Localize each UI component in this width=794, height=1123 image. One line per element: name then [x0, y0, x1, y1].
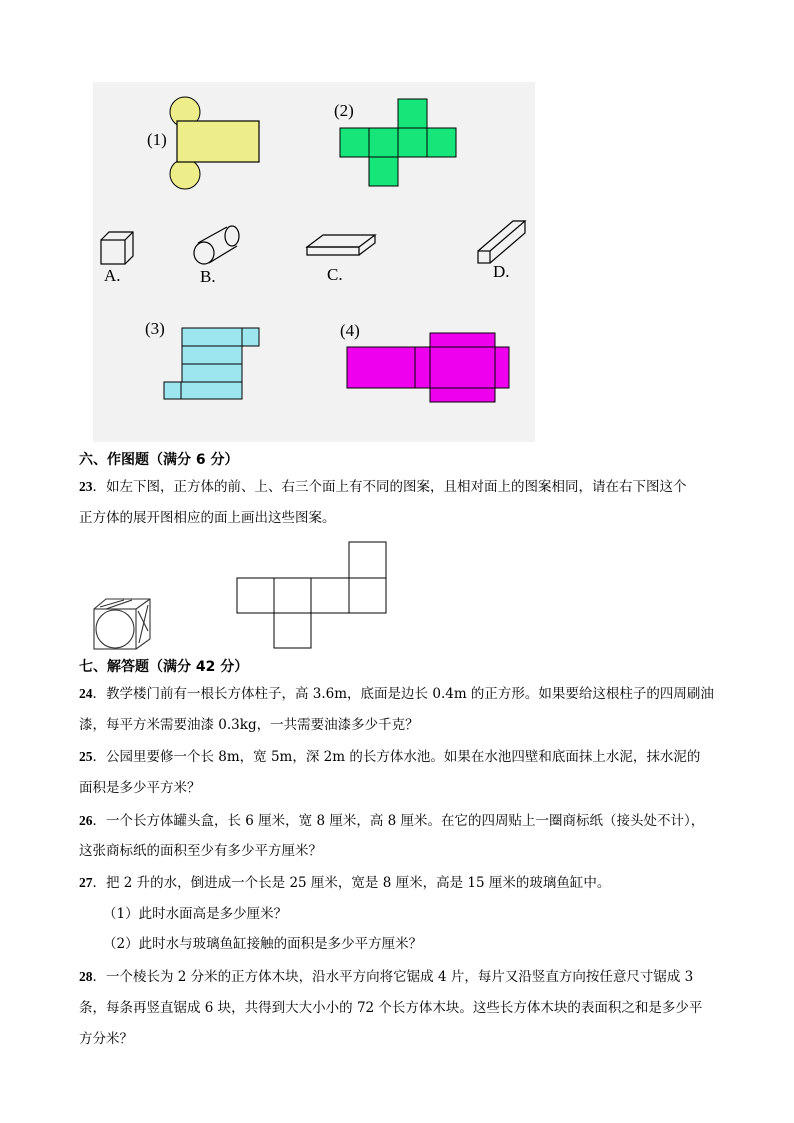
question-text: ．一个长方体罐头盒，长 6 厘米，宽 8 厘米，高 8 厘米。在它的四周贴上一圈商标纸（接头处不计）， — [92, 813, 705, 829]
question-26-line2: 这张商标纸的面积至少有多少平方厘米？ — [79, 843, 322, 859]
solid-label-a: A. — [104, 266, 121, 285]
question-number: 26 — [79, 813, 93, 828]
question-text: ．如左下图，正方体的前、上、右三个面上有不同的图案，且相对面上的图案相同，请在右下图这个 — [92, 479, 687, 495]
solid-label-b: B. — [200, 267, 216, 286]
question-28-line1 — [79, 962, 739, 992]
question-25-line1 — [79, 742, 739, 772]
question-27-sub1: （1）此时水面高是多少厘米？ — [103, 906, 288, 922]
question-25-line2: 面积是多少平方米？ — [79, 780, 201, 796]
cuboid-net-figure-magenta — [346, 332, 512, 404]
solid-label-d: D. — [493, 262, 510, 281]
question-text: ．公园里要修一个长 8m，宽 5m，深 2m 的长方体水池。如果在水池四壁和底面抹上水泥，抹水泥的 — [92, 749, 701, 765]
question-number: 28 — [79, 969, 93, 984]
question-23-line1 — [79, 472, 739, 502]
section-six-heading: 六、作图题（满分 6 分） — [79, 452, 239, 468]
question-28-line2: 条，每条再竖直锯成 6 块，共得到大大小小的 72 个长方体木块。这些长方体木块的表面积之和是多少平 — [79, 1000, 703, 1016]
question-28-line3: 方分米？ — [79, 1031, 133, 1047]
question-number: 24 — [79, 686, 93, 701]
question-23-line2: 正方体的展开图相应的面上画出这些图案。 — [79, 510, 336, 526]
cube-net-figure-green — [339, 99, 459, 189]
question-number: 23 — [79, 479, 93, 494]
question-27-line1 — [79, 868, 739, 898]
question-27-sub2: （2）此时水与玻璃鱼缸接触的面积是多少平方厘米？ — [103, 936, 423, 952]
net-label-1: (1) — [147, 130, 167, 149]
question-number: 25 — [79, 749, 93, 764]
net-label-3: (3) — [145, 319, 165, 338]
cube-net-grid — [236, 541, 388, 649]
patterned-cube-figure — [92, 597, 156, 653]
question-number: 27 — [79, 875, 93, 890]
question-24-line1 — [79, 679, 739, 709]
question-26-line1 — [79, 806, 739, 836]
section-seven-heading: 七、解答题（满分 42 分） — [79, 659, 249, 675]
question-text: ．一个棱长为 2 分米的正方体木块，沿水平方向将它锯成 4 片，每片又沿竖直方向按任意尺寸锯成 3 — [92, 969, 694, 985]
question-24-line2: 漆，每平方米需要油漆 0.3kg，一共需要油漆多少千克？ — [79, 717, 419, 733]
cuboid-net-figure-cyan — [160, 326, 264, 402]
solid-label-c: C. — [327, 265, 343, 284]
question-text: ．教学楼门前有一根长方体柱子，高 3.6m，底面是边长 0.4m 的正方形。如果要给这根柱子的四周刷油 — [92, 686, 714, 702]
question-text: ．把 2 升的水，倒进成一个长是 25 厘米，宽是 8 厘米，高是 15 厘米的玻璃鱼缸中。 — [92, 875, 611, 891]
solid-shapes-row — [93, 215, 535, 275]
net-label-2: (2) — [334, 101, 354, 120]
net-label-4: (4) — [340, 321, 360, 340]
